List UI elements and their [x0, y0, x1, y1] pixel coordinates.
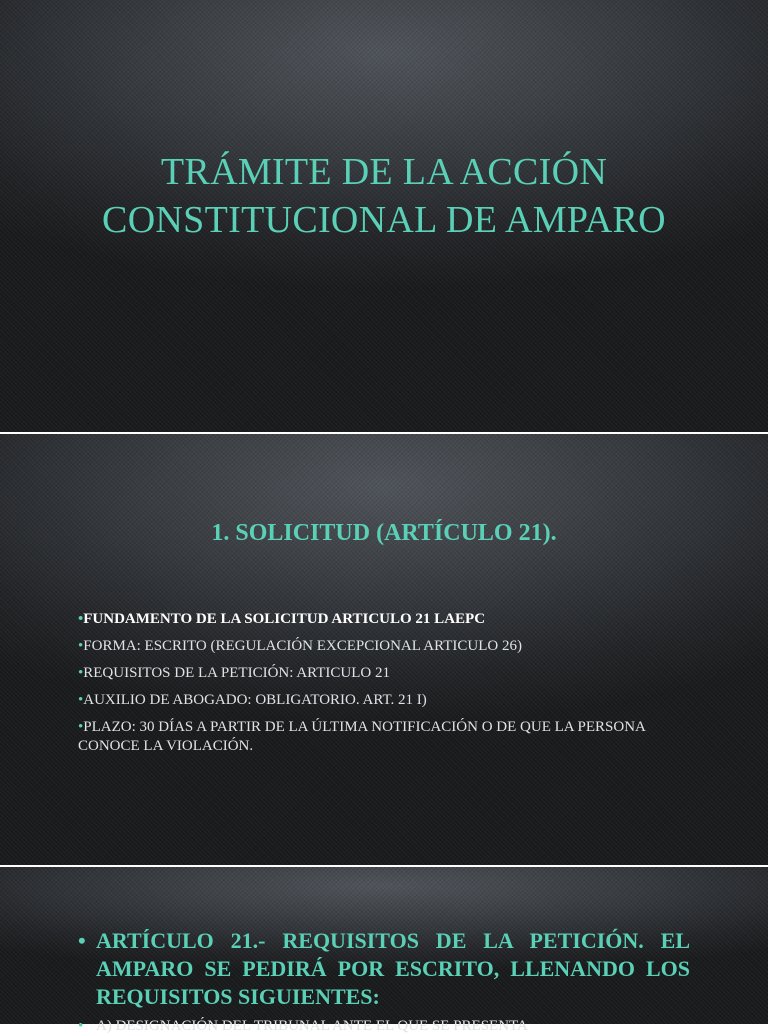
bullet-icon: • [78, 638, 84, 654]
bullet-icon: • [78, 928, 86, 953]
article-bullet-list [78, 927, 690, 1011]
cut-off-bullet [78, 1017, 528, 1036]
article-bullet-item [78, 927, 690, 1011]
bullet-icon: • [78, 1018, 84, 1034]
bullet-text: PLAZO: 30 DÍAS A PARTIR DE LA ÚLTIMA NOTIFICACIÓN O DE QUE LA PERSONA CONOCE LA VIOLACIÓN. [78, 719, 646, 754]
bullet-text: FUNDAMENTO DE LA SOLICITUD ARTICULO 21 LAEPC [83, 611, 486, 627]
bullet-text: FORMA: ESCRITO (REGULACIÓN EXCEPCIONAL ARTICULO 26) [83, 638, 522, 654]
cut-off-bullet-text: A) DESIGNACIÓN DEL TRIBUNAL ANTE EL QUE SE PRESENTA [96, 1018, 528, 1034]
bullet-icon: • [78, 719, 84, 735]
bullet-item [78, 610, 698, 629]
presentation-title: TRÁMITE DE LA ACCIÓN CONSTITUCIONAL DE AMPARO [102, 151, 666, 241]
section-heading: 1. SOLICITUD (ARTÍCULO 21). [211, 520, 557, 546]
slide-title-page [0, 0, 768, 432]
bullet-item [78, 664, 698, 683]
bullet-item [78, 691, 698, 710]
bullet-icon: • [78, 665, 84, 681]
bullet-list [78, 610, 698, 764]
slide-solicitud [0, 434, 768, 865]
bullet-icon: • [78, 611, 84, 627]
bullet-text: REQUISITOS DE LA PETICIÓN: ARTICULO 21 [83, 665, 391, 681]
bullet-text: AUXILIO DE ABOGADO: OBLIGATORIO. ART. 21 I) [83, 692, 427, 708]
bullet-icon: • [78, 692, 84, 708]
bullet-item [78, 637, 698, 656]
article-bullet-text: ARTÍCULO 21.- REQUISITOS DE LA PETICIÓN. EL AMPARO SE PEDIRÁ POR ESCRITO, LLENANDO LOS REQUISITOS SIGUIENTES: [96, 928, 690, 1009]
bullet-item [78, 718, 698, 756]
slide-articulo-21 [0, 867, 768, 1034]
